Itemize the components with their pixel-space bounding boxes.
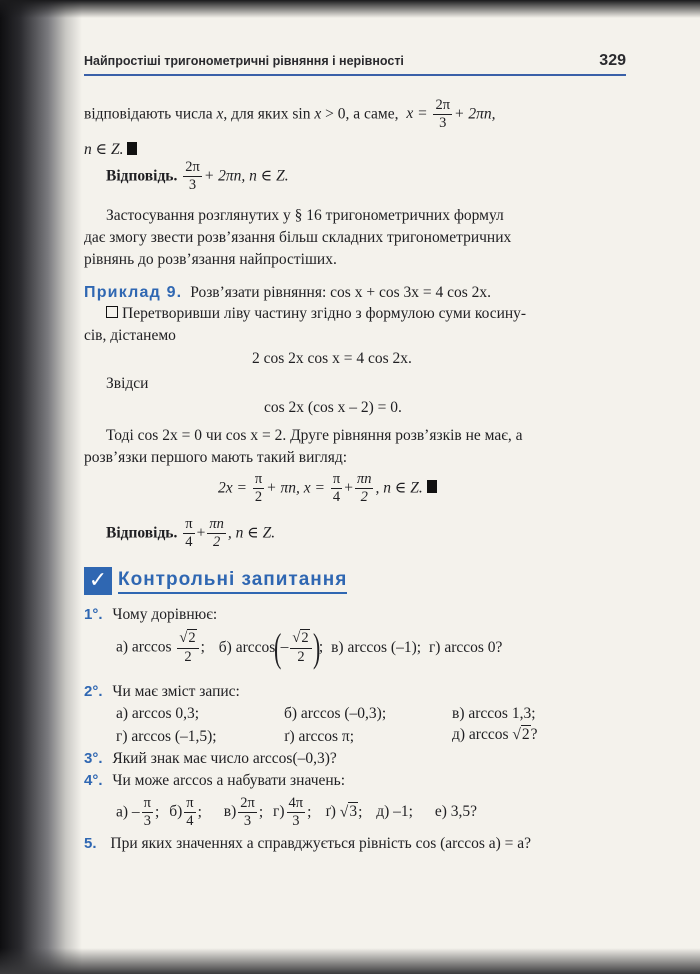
question-text: Чи може arccos a набувати значень: — [112, 772, 346, 789]
q2-option-f: д) arccos √2? — [452, 726, 538, 743]
checkmark-icon: ✓ — [84, 567, 112, 595]
option-c: в) arccos (–1); — [331, 638, 422, 656]
para1-cond: > 0, а саме, — [325, 105, 399, 123]
fraction-denominator: 3 — [243, 813, 252, 830]
hence-word: Звідси — [106, 375, 149, 392]
semicolon: ; — [307, 803, 312, 821]
start-of-solution-box — [106, 306, 118, 318]
section-title: Контрольні запитання — [118, 569, 347, 594]
fraction — [355, 472, 374, 505]
fraction — [433, 98, 452, 131]
answer-label: Відповідь. — [106, 167, 178, 185]
example-statement: Розв’язати рівняння: cos x + cos 3x = 4 cos 2x. — [190, 284, 492, 301]
fraction-denominator: 2 — [297, 648, 305, 665]
para1-line2 — [84, 141, 137, 160]
option-b: б) arccos — [218, 638, 276, 656]
example9-line3: сів, дістанемо — [84, 327, 176, 344]
fraction — [177, 631, 198, 664]
sin-word: sin — [292, 105, 311, 123]
question-2 — [84, 683, 240, 702]
q2-option-d: г) arccos (–1,5); — [116, 728, 217, 745]
question-1-options — [116, 625, 503, 670]
question-mark: ? — [530, 726, 538, 743]
page-number: 329 — [599, 52, 626, 69]
fraction-numerator: √2 — [177, 631, 198, 648]
semicolon: ; — [318, 638, 324, 656]
example9-text2: Перетворивши ліву частину згідно з формулою суми косину- — [122, 305, 527, 322]
option-a: а) arccos — [116, 638, 172, 656]
end-of-proof-square — [427, 480, 437, 493]
question-number: 1°. — [84, 606, 103, 623]
fraction-denominator: 2 — [360, 489, 368, 506]
left-paren: ( — [274, 625, 282, 670]
fraction-numerator: 2π — [183, 160, 202, 177]
radicand: 2 — [301, 630, 309, 647]
fraction-numerator: πn — [355, 472, 374, 489]
fraction-numerator: √2 — [290, 631, 311, 648]
fraction-numerator: π — [253, 472, 264, 489]
answer1-line — [106, 160, 289, 193]
answer-label: Відповідь. — [106, 524, 178, 542]
fraction-numerator: π — [142, 796, 153, 813]
semicolon: ; — [197, 803, 202, 821]
answer2-line — [106, 517, 275, 550]
var-x: x — [314, 105, 322, 123]
fraction — [142, 796, 153, 829]
question-1 — [84, 606, 217, 625]
fraction-denominator: 3 — [143, 813, 151, 830]
end-of-proof-square — [127, 142, 137, 155]
fraction-denominator: 3 — [188, 177, 197, 194]
answer2-tail: , n ∈ Z. — [227, 524, 276, 542]
radicand: 3 — [349, 803, 358, 821]
fraction-denominator: 3 — [292, 813, 300, 830]
option-b: б) — [169, 803, 183, 821]
plus-sign: + — [196, 524, 206, 542]
running-head — [84, 52, 626, 76]
question-text: Чому дорівнює: — [112, 606, 218, 623]
answer1-tail: + 2πn, n ∈ Z. — [203, 167, 289, 185]
question-text: Який знак має число arccos(–0,3)? — [112, 750, 337, 767]
option-f: д) arccos — [452, 726, 509, 743]
para2-line3: рівнянь до розв’язання найпростіших. — [84, 251, 337, 268]
para2-line2: дає змогу звести розв’язання більш складних тригонометричних — [84, 229, 512, 246]
fraction — [287, 796, 306, 829]
para1-text: відповідають числа — [84, 105, 213, 123]
option-d: г) arccos 0? — [428, 638, 503, 656]
question-number: 2°. — [84, 683, 103, 700]
question-text: Чи має зміст запис: — [112, 683, 240, 700]
var-x: x — [216, 105, 224, 123]
fraction-denominator: 4 — [185, 534, 193, 551]
fraction-denominator: 4 — [332, 489, 341, 506]
fraction-numerator: 2π — [433, 98, 452, 115]
fraction-numerator: 4π — [287, 796, 306, 813]
option-f: д) –1; — [376, 803, 413, 821]
question-text: При яких значеннях a справджується рівність cos (arccos a) = a? — [110, 835, 532, 852]
question-3 — [84, 750, 337, 769]
fraction — [183, 160, 202, 193]
fraction — [183, 517, 194, 550]
example9-line2 — [106, 305, 526, 324]
solution-part-b: + πn, x = — [266, 479, 325, 497]
fraction-denominator: 2 — [254, 489, 263, 506]
example9-line4: Тоді cos 2x = 0 чи cos x = 2. Друге рівняння розв’язків не має, а — [106, 427, 523, 444]
solution-equation — [218, 472, 437, 505]
fraction — [238, 796, 257, 829]
para2-line1: Застосування розглянутих у § 16 тригонометричних формул — [106, 207, 504, 224]
para1-tail: + 2πn, — [454, 105, 496, 123]
fraction — [290, 631, 311, 664]
question-number: 5. — [84, 835, 97, 852]
minus-sign: – — [280, 638, 289, 656]
para1-for: , для яких — [223, 105, 289, 123]
plus-sign: + — [344, 479, 353, 497]
fraction — [184, 796, 195, 829]
para1-set: n ∈ Z. — [84, 141, 124, 158]
example-label: Приклад 9. — [84, 284, 183, 301]
right-paren: ) — [312, 625, 320, 670]
semicolon: ; — [155, 803, 160, 821]
question-number: 4°. — [84, 772, 103, 789]
solution-part-c: , n ∈ Z. — [375, 479, 423, 497]
radicand: 2 — [188, 630, 196, 647]
option-a: а) – — [116, 803, 140, 821]
question-5 — [84, 835, 531, 854]
fraction-numerator: π — [331, 472, 342, 489]
fraction — [207, 517, 226, 550]
q2-option-b: б) arccos (–0,3); — [284, 705, 387, 722]
fraction — [331, 472, 342, 505]
q2-option-e: ґ) arccos π; — [284, 728, 355, 745]
radicand: 2 — [521, 726, 530, 743]
example9-heading — [84, 283, 491, 303]
equation-1: 2 cos 2x cos x = 4 cos 2x. — [252, 350, 412, 367]
bottom-edge-shadow — [0, 948, 700, 974]
fraction — [253, 472, 264, 505]
para1-line1 — [84, 98, 496, 131]
semicolon: ; — [258, 803, 264, 821]
semicolon: ; — [358, 803, 363, 821]
question-number: 3°. — [84, 750, 103, 767]
fraction-denominator: 2 — [212, 534, 221, 551]
solution-part-a: 2x = — [218, 479, 247, 497]
fraction-numerator: 2π — [238, 796, 257, 813]
fraction-denominator: 4 — [186, 813, 194, 830]
fraction-numerator: π — [183, 517, 194, 534]
para1-eq: x = — [406, 105, 428, 123]
q2-option-a: а) arccos 0,3; — [116, 705, 200, 722]
running-title: Найпростіші тригонометричні рівняння і нерівності — [84, 54, 404, 68]
fraction-denominator: 3 — [439, 115, 447, 132]
equation-2: cos 2x (cos x – 2) = 0. — [264, 399, 402, 416]
example9-line5: розв’язки першого мають такий вигляд: — [84, 449, 348, 466]
question-4 — [84, 772, 345, 791]
semicolon: ; — [200, 638, 205, 656]
fraction-numerator: π — [184, 796, 195, 813]
fraction-numerator: πn — [207, 517, 226, 534]
option-e: ґ) — [325, 803, 336, 821]
option-g: е) 3,5? — [434, 803, 478, 821]
q2-option-c: в) arccos 1,3; — [452, 705, 536, 722]
fraction-denominator: 2 — [184, 648, 192, 665]
question-4-options: а) – $\frac{\pi}{3}$ ; б) $\frac{\pi}{4}$ ; в) $\frac{2\pi}{3}$ ; г) $\frac{4\pi}{3}$ ; ґ) √3; д) –1; е) 3,5? — [116, 795, 478, 830]
option-c: в) — [223, 803, 237, 821]
option-d: г) — [273, 803, 285, 821]
